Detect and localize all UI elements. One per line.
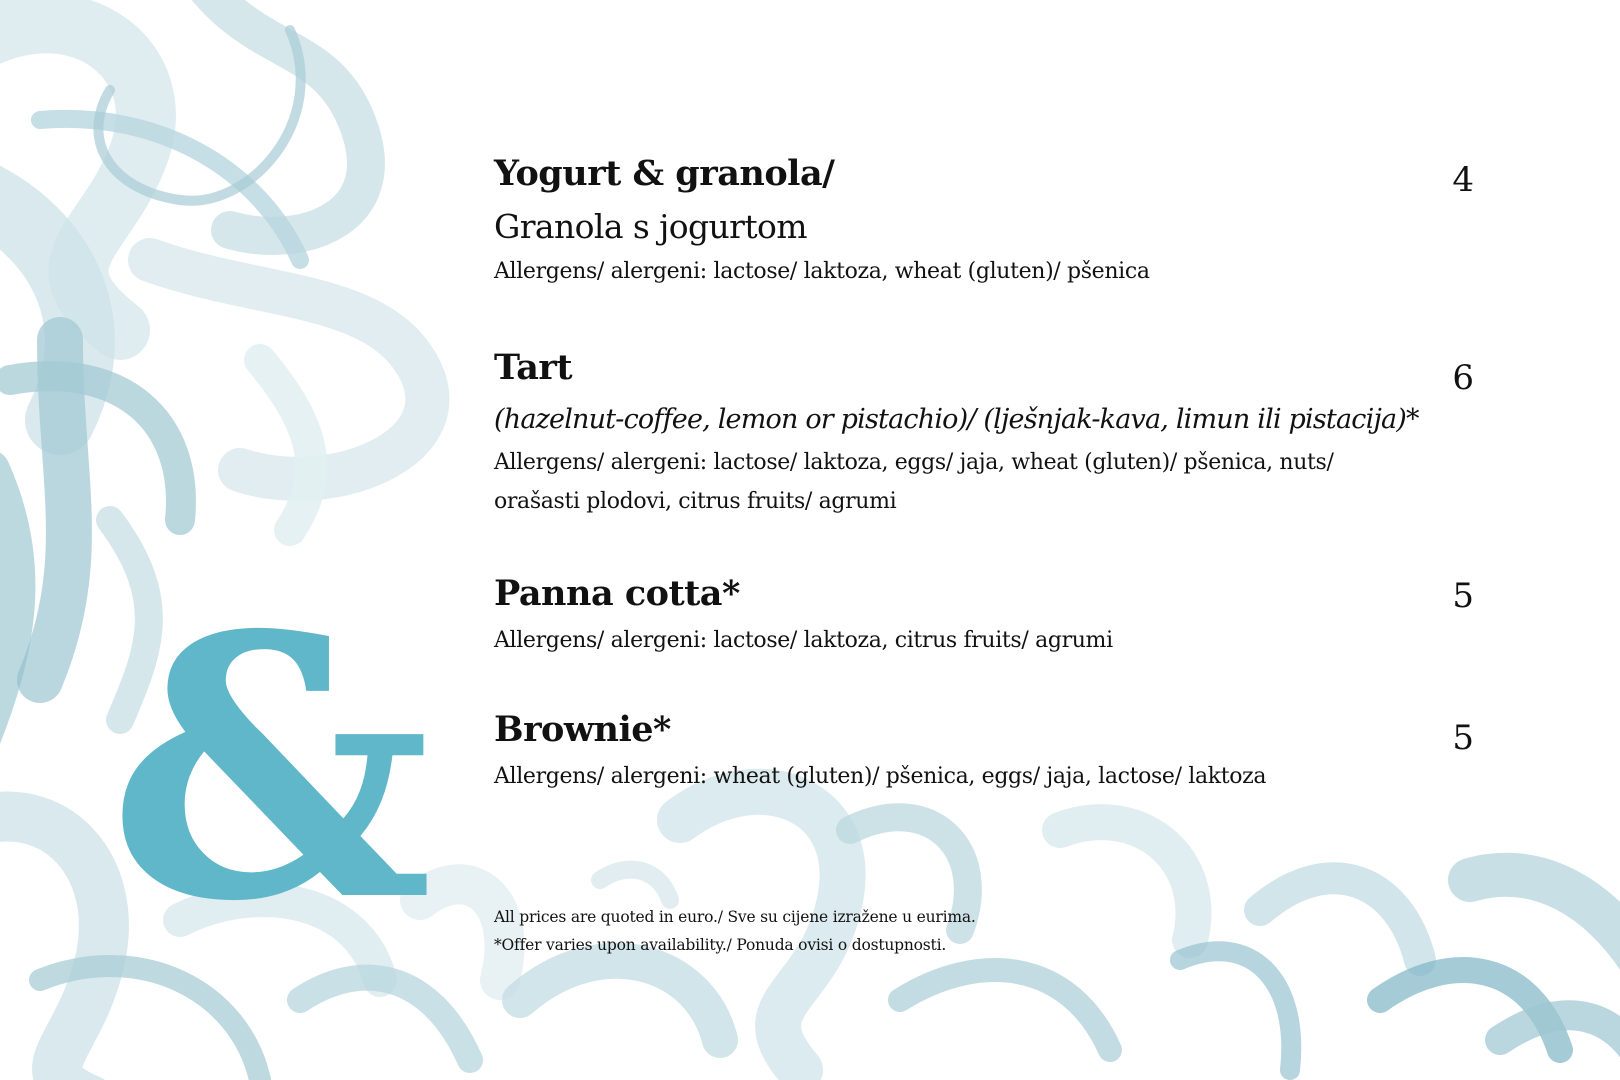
- menu-item-title: Brownie*: [494, 709, 671, 750]
- menu-item-price: 5: [1452, 576, 1474, 616]
- menu-item-allergens: Allergens/ alergeni: lactose/ laktoza, citrus fruits/ agrumi: [494, 628, 1113, 653]
- menu-item-subtitle: (hazelnut-coffee, lemon or pistachio)/ (lješnjak-kava, limun ili pistacija)*: [494, 404, 1419, 435]
- menu-item-brownie: [494, 708, 1474, 796]
- menu-item-title: Yogurt & granola/: [494, 153, 835, 194]
- menu-item-title: Tart: [494, 347, 572, 388]
- menu-item-yogurt-granola: [494, 152, 1474, 291]
- menu-item-title: Panna cotta*: [494, 573, 740, 614]
- menu-item-price: 5: [1452, 718, 1474, 758]
- menu-item-price: 6: [1452, 358, 1474, 398]
- availability-note: *Offer varies upon availability./ Ponuda ovisi o dostupnosti.: [494, 936, 947, 954]
- menu-item-tart: [494, 346, 1474, 521]
- menu-item-subtitle: Granola s jogurtom: [494, 207, 807, 246]
- menu-item-allergens: Allergens/ alergeni: lactose/ laktoza, eggs/ jaja, wheat (gluten)/ pšenica, nuts/ orašasti plodovi, citrus fruits/ agrumi: [494, 450, 1334, 514]
- dessert-menu: [494, 0, 1474, 1080]
- menu-footnotes: [494, 903, 976, 959]
- menu-item-price: 4: [1452, 160, 1474, 200]
- menu-item-allergens: Allergens/ alergeni: lactose/ laktoza, wheat (gluten)/ pšenica: [494, 259, 1150, 284]
- price-currency-note: All prices are quoted in euro./ Sve su cijene izražene u eurima.: [494, 908, 976, 926]
- ampersand-ornament-icon: [108, 557, 434, 980]
- menu-item-panna-cotta: [494, 572, 1474, 660]
- menu-item-allergens: Allergens/ alergeni: wheat (gluten)/ pšenica, eggs/ jaja, lactose/ laktoza: [494, 764, 1267, 789]
- ampersand-glyph: &: [108, 557, 434, 980]
